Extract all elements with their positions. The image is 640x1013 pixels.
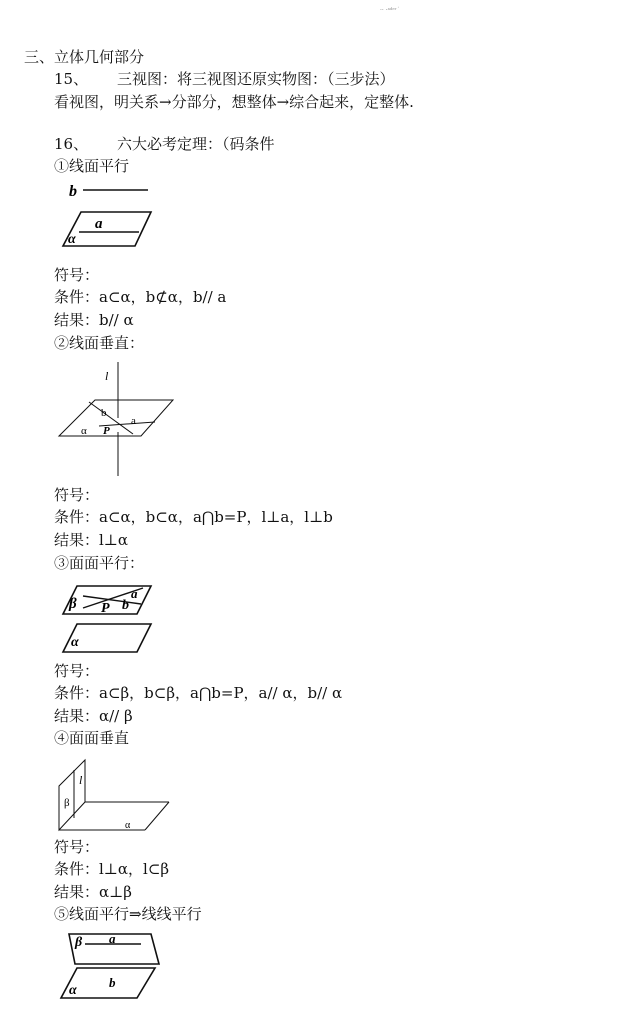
- fig5-label-a: a: [109, 931, 116, 946]
- theorem-4-title: ④面面垂直: [54, 729, 130, 747]
- theorem-2-condition: 条件：a⊂α，b⊂α，a⋂b=P，l⊥a，l⊥b: [54, 508, 333, 526]
- theorem-2-symbol-label: 符号：: [54, 486, 100, 504]
- fig2-label-alpha: α: [81, 425, 87, 437]
- fig3-label-b: b: [122, 598, 129, 613]
- fig2-label-b: b: [101, 407, 107, 419]
- theorem-1-symbol-label: 符号：: [54, 266, 100, 284]
- figure-line-plane-parallel: [55, 180, 165, 252]
- fig3-label-a: a: [131, 586, 138, 601]
- fig2-label-a: a: [131, 415, 136, 427]
- figure-line-plane-perpendicular: [55, 360, 185, 480]
- figure-plane-plane-perpendicular: [55, 756, 175, 836]
- fig4-plane-alpha-right: [145, 802, 169, 830]
- fig2-line-b: [89, 402, 133, 434]
- theorem-5-title: ⑤线面平行⇒线线平行: [54, 905, 202, 923]
- fig1-label-alpha: α: [68, 232, 76, 247]
- theorem-1-title: ①线面平行: [54, 157, 130, 175]
- theorem-2-result: 结果：l⊥α: [54, 531, 129, 549]
- fig4-label-beta: β: [64, 797, 70, 809]
- theorem-1-result: 结果：b// α: [54, 311, 134, 329]
- fig2-label-l: l: [105, 369, 109, 383]
- theorem-3-symbol-label: 符号：: [54, 662, 100, 680]
- fig5-label-b: b: [109, 975, 116, 990]
- theorem-3-condition: 条件：a⊂β，b⊂β，a⋂b=P，a// α，b// α: [54, 684, 343, 702]
- theorem-2-title: ②线面垂直：: [54, 334, 145, 352]
- fig5-label-alpha: α: [69, 983, 77, 998]
- fig5-label-beta: β: [75, 935, 83, 950]
- fig3-label-alpha: α: [71, 635, 79, 650]
- fig4-label-l: l: [79, 773, 83, 787]
- theorem-3-title: ③面面平行：: [54, 554, 145, 572]
- fig2-label-p: P: [103, 425, 110, 437]
- fig4-plane-beta: [59, 760, 85, 830]
- fig4-label-alpha: α: [125, 820, 131, 831]
- fig2-plane-alpha: [59, 400, 173, 436]
- fig3-label-p: P: [101, 601, 110, 616]
- item-15-title: 三视图：将三视图还原实物图：（三步法）: [117, 70, 395, 88]
- header-mark: ·· ·ᵃᵈᵉʳ˙: [380, 7, 400, 14]
- fig1-label-b: b: [69, 183, 77, 200]
- theorem-4-result: 结果：α⊥β: [54, 883, 132, 901]
- fig1-label-a: a: [95, 216, 103, 232]
- fig1-plane-alpha: [63, 212, 151, 246]
- item-16-title: 六大必考定理：（码条件: [117, 135, 275, 153]
- theorem-4-condition: 条件：l⊥α，l⊂β: [54, 860, 170, 878]
- figure-line-plane-parallel-to-line-line: [55, 930, 165, 1002]
- theorem-1-condition: 条件：a⊂α，b⊄α，b// a: [54, 288, 227, 306]
- fig3-label-beta: β: [69, 596, 77, 612]
- item-16-number: 16、: [54, 135, 89, 153]
- theorem-4-symbol-label: 符号：: [54, 838, 100, 856]
- section-title: 三、立体几何部分: [24, 48, 145, 66]
- item-15-number: 15、: [54, 70, 89, 88]
- item-15-text: 看视图，明关系→分部分，想整体→综合起来，定整体.: [54, 93, 414, 111]
- figure-plane-plane-parallel: [55, 582, 165, 654]
- theorem-3-result: 结果：α// β: [54, 707, 133, 725]
